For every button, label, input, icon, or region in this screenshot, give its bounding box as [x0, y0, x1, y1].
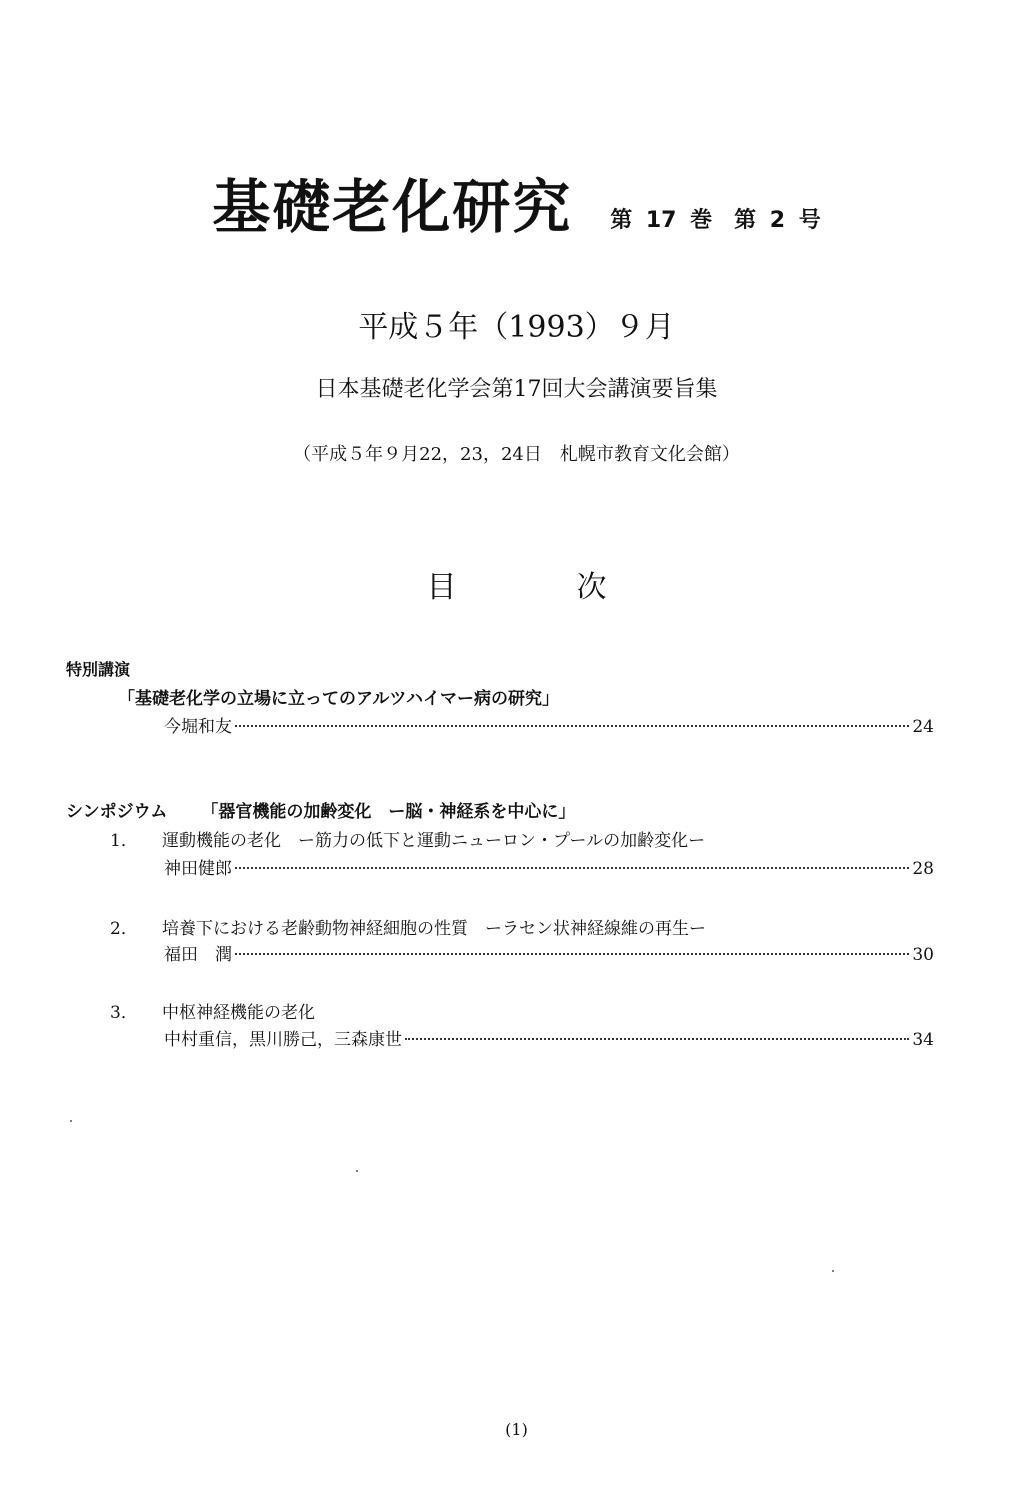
symposium-title: 「器官機能の加齢変化 ー脳・神経系を中心に」 [201, 802, 576, 822]
scan-speck [356, 1170, 358, 1172]
item-number: 3． [110, 1003, 138, 1023]
entry-author: 福田 潤 [164, 945, 232, 965]
toc-entry[interactable] [164, 712, 934, 737]
scan-speck [70, 1120, 72, 1122]
entry-page-number: 28 [912, 859, 934, 879]
journal-issue: 第 17 巻 第 2 号 [610, 208, 821, 233]
special-lecture-label: 特別講演 [66, 660, 131, 679]
journal-title: 基礎老化研究 [212, 173, 573, 241]
journal-header [0, 160, 1033, 244]
item-title: 培養下における老齢動物神経細胞の性質 ーラセン状神経線維の再生ー [162, 919, 706, 939]
item-number: 2． [110, 919, 138, 939]
scan-speck [832, 1270, 834, 1272]
proceedings-subtitle: 日本基礎老化学会第17回大会講演要旨集 [315, 377, 718, 402]
entry-author: 神田健郎 [164, 859, 232, 879]
meeting-venue: （平成５年９月22，23，24日 札幌市教育文化会館） [293, 444, 740, 465]
symposium-item-title-line [110, 914, 706, 939]
item-title: 運動機能の老化 ー筋力の低下と運動ニューロン・プールの加齢変化ー [162, 831, 706, 851]
dot-leader [235, 953, 909, 955]
entry-author: 今堀和友 [164, 717, 232, 737]
entry-author: 中村重信，黒川勝己，三森康世 [164, 1030, 402, 1050]
dot-leader [405, 1038, 909, 1040]
symposium-heading [66, 797, 575, 822]
symposium-item-title-line [110, 998, 315, 1023]
publication-date: 平成５年（1993）９月 [358, 310, 675, 345]
item-number: 1． [110, 831, 138, 851]
page-number: (1) [505, 1420, 528, 1439]
entry-page-number: 34 [912, 1030, 934, 1050]
contents-heading: 目次 [426, 570, 727, 605]
symposium-item-title-line [110, 826, 705, 851]
entry-page-number: 24 [912, 717, 934, 737]
toc-entry[interactable] [164, 854, 934, 879]
symposium-label: シンポジウム [66, 802, 168, 822]
entry-page-number: 30 [912, 945, 934, 965]
toc-entry[interactable] [164, 1025, 934, 1050]
dot-leader [235, 725, 909, 727]
special-lecture-title: 「基礎老化学の立場に立ってのアルツハイマー病の研究」 [118, 689, 559, 709]
dot-leader [235, 867, 909, 869]
item-title: 中枢神経機能の老化 [162, 1003, 315, 1023]
toc-entry[interactable] [164, 940, 934, 965]
